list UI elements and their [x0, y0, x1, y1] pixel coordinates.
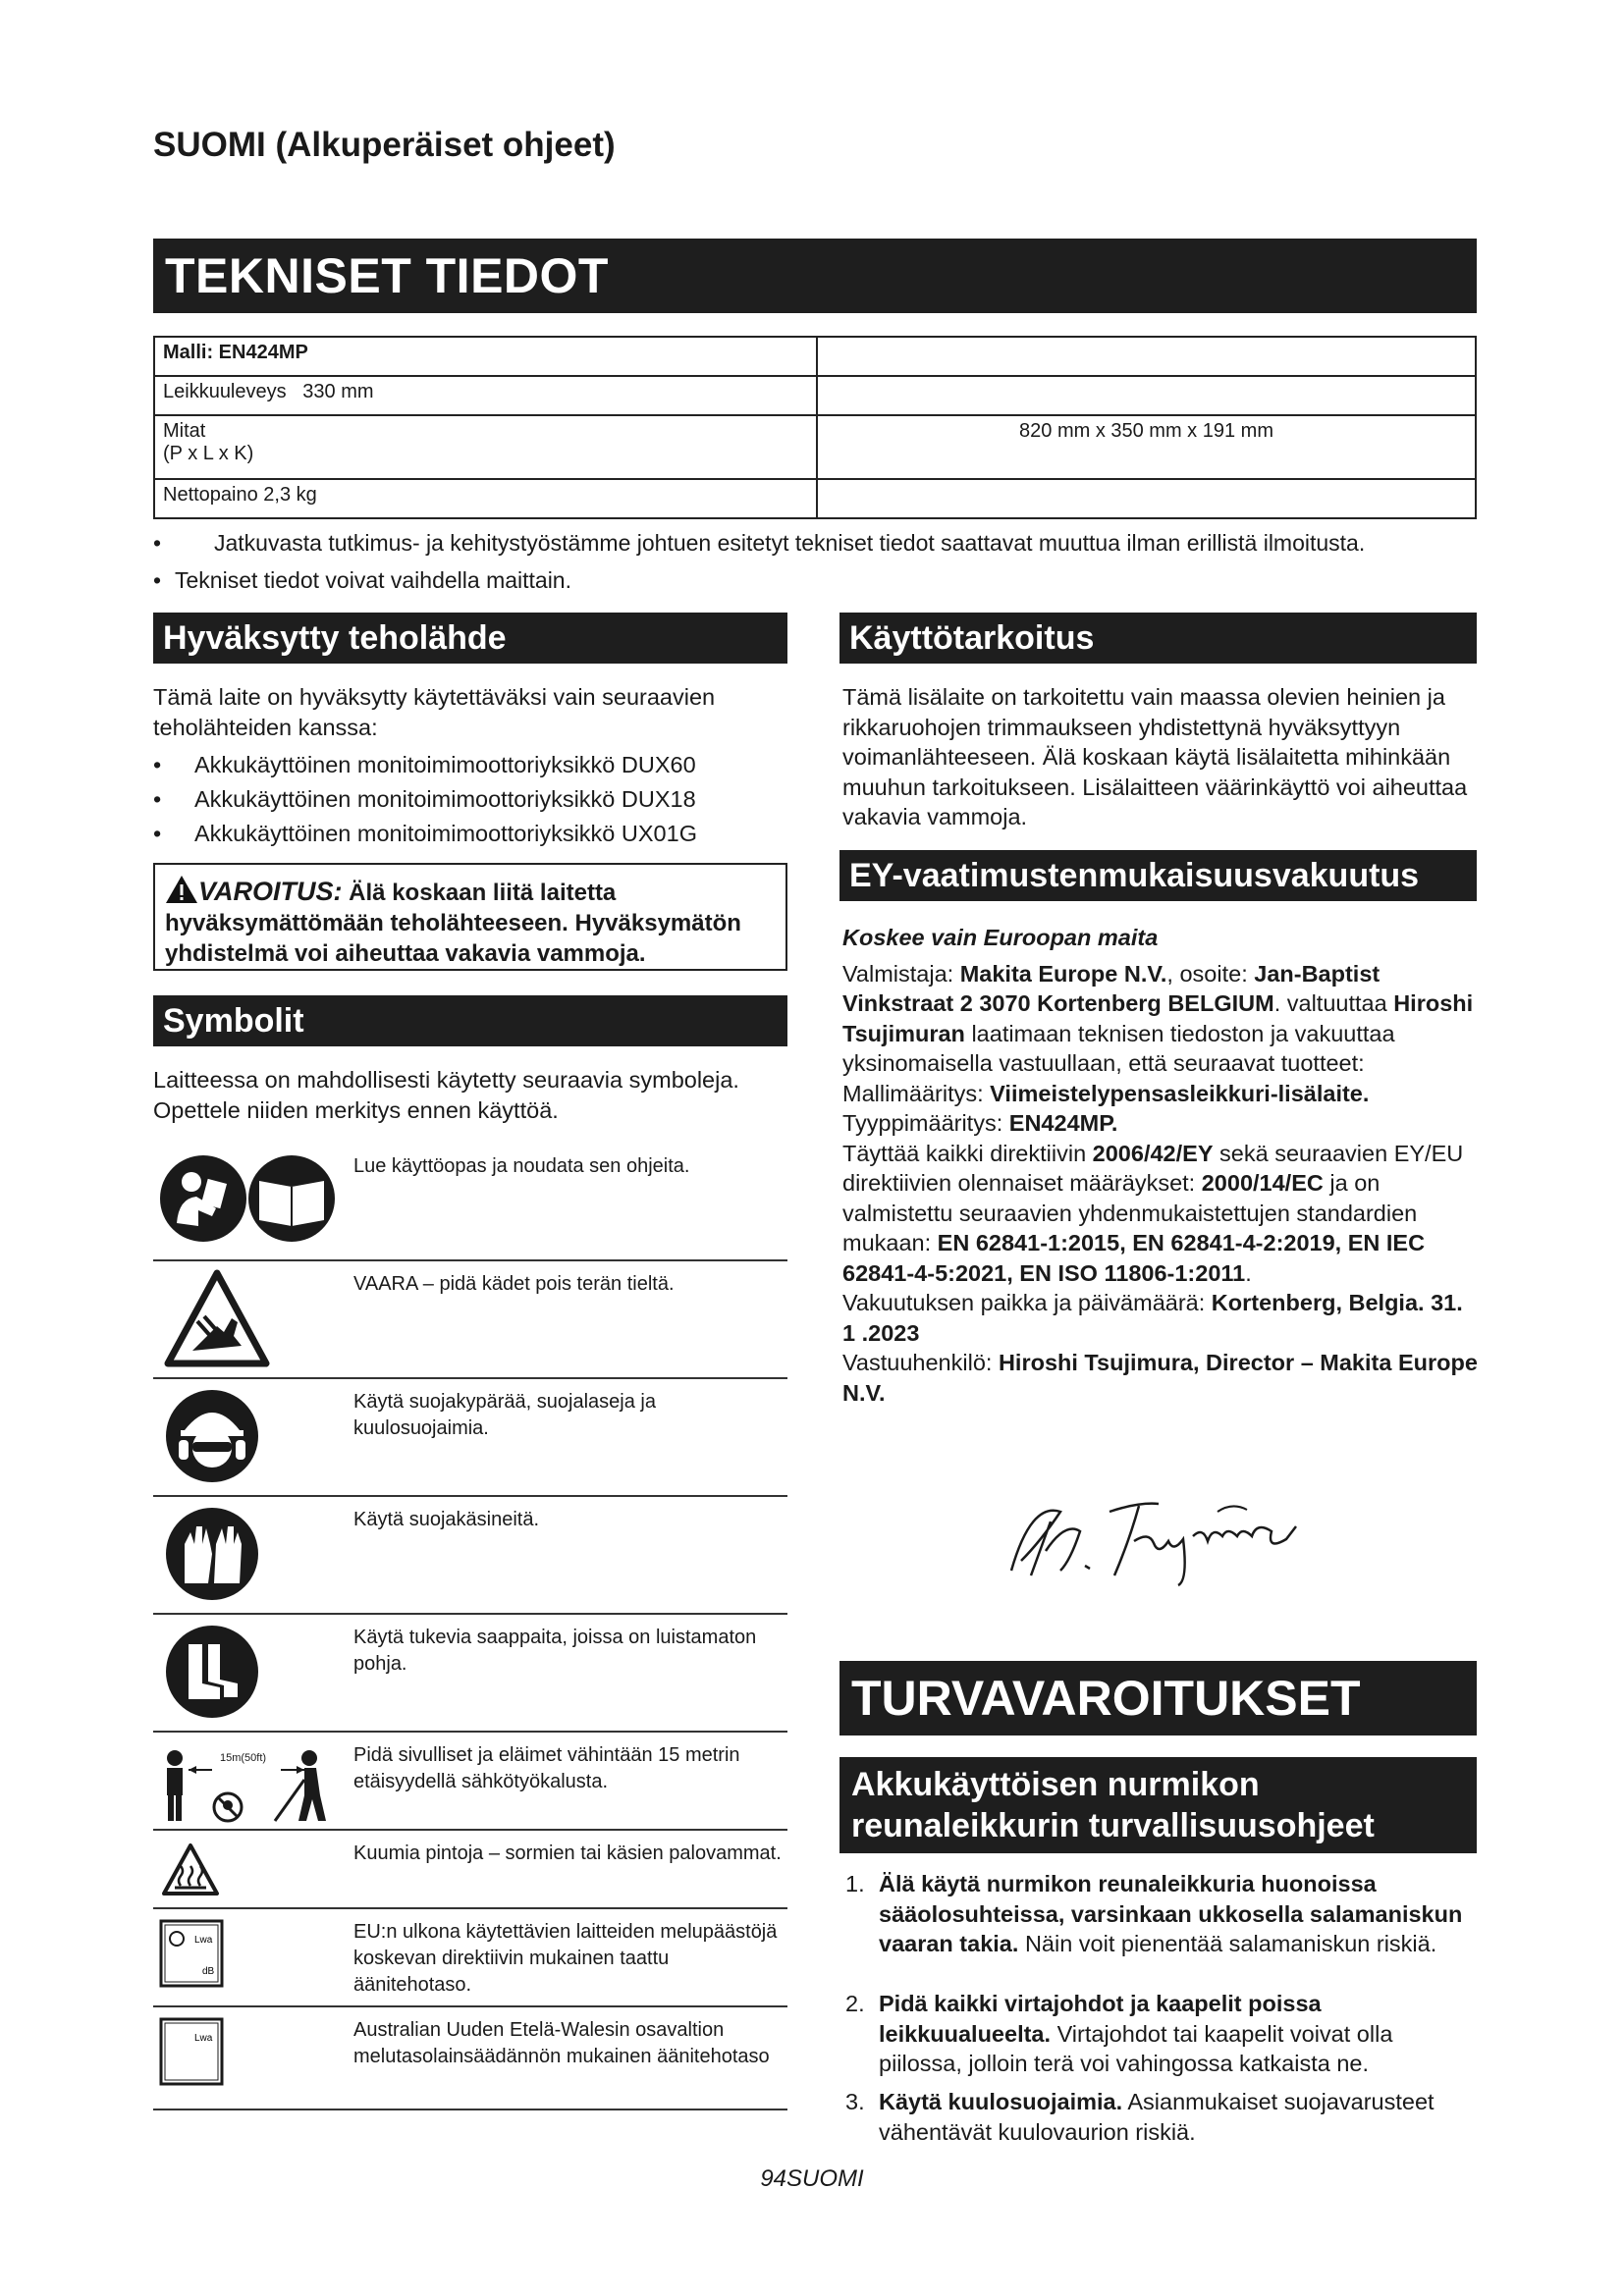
cutting-width-cell: Leikkuuleveys 330 mm [154, 376, 817, 415]
symbol-row [153, 2007, 787, 2110]
power-source-heading: Hyväksytty teholähde [153, 613, 787, 664]
table-row [154, 337, 1476, 376]
list-item: 3. Käytä kuulosuojaimia. Asianmukaiset suojavarusteet vähentävät kuulovaurion riskiä. [845, 2089, 1435, 2145]
model-cell: Malli: EN424MP [154, 337, 817, 376]
symbol-text: EU:n ulkona käytettävien laitteiden melupäästöjä koskevan direktiivin mukainen taattu äänitehotaso. [353, 1921, 778, 1996]
au-noise-icon [159, 2017, 228, 2090]
read-manual-icon [159, 1149, 336, 1248]
signature-image [992, 1482, 1326, 1590]
dimensions-value-cell: 820 mm x 350 mm x 191 mm [817, 415, 1476, 479]
symbol-text: Pidä sivulliset ja eläimet vähintään 15 metrin etäisyydellä sähkötyökalusta. [353, 1744, 740, 1792]
page-number: 94SUOMI [760, 2165, 864, 2192]
symbol-text: Australian Uuden Etelä-Walesin osavaltion melutasolainsäädännön mukainen äänitehotaso [353, 2019, 770, 2067]
cutting-width-value-cell [817, 376, 1476, 415]
table-row [154, 415, 1476, 479]
power-source-intro: Tämä laite on hyväksytty käytettäväksi vain seuraavien teholähteiden kanssa: [153, 684, 716, 740]
net-weight-value-cell [817, 479, 1476, 518]
symbol-text: VAARA – pidä kädet pois terän tieltä. [353, 1273, 675, 1295]
net-weight-cell: Nettopaino 2,3 kg [154, 479, 817, 518]
dimensions-cell: Mitat (P x L x K) [154, 415, 817, 479]
symbol-row [153, 1497, 787, 1615]
ec-declaration-body [842, 923, 1481, 1408]
symbol-row [153, 1733, 787, 1831]
svg-text:dB: dB [202, 1966, 215, 1977]
hot-surface-icon [161, 1842, 220, 1897]
svg-text:Lwa: Lwa [194, 1935, 213, 1946]
gloves-icon [163, 1505, 261, 1603]
table-row [154, 376, 1476, 415]
page-language-title: SUOMI (Alkuperäiset ohjeet) [153, 126, 616, 164]
symbol-text: Käytä suojakäsineitä. [353, 1509, 540, 1530]
symbol-row [153, 1261, 787, 1379]
ec-type: Tyyppimääritys: EN424MP. [842, 1110, 1118, 1136]
warning-text: Älä koskaan liitä laitetta hyväksymättömään teholähteeseen. Hyväksymätön yhdistelmä voi aiheuttaa vakavia vammoja. [165, 880, 741, 967]
hand-blade-danger-icon [163, 1267, 271, 1375]
distance-label: 15m(50ft) [220, 1752, 267, 1764]
symbol-text: Lue käyttöopas ja noudata sen ohjeita. [353, 1155, 690, 1177]
safety-subheading: Akkukäyttöisen nurmikon reunaleikkurin turvallisuusohjeet [839, 1757, 1477, 1853]
symbol-text: Kuumia pintoja – sormien tai käsien palovammat. [353, 1842, 782, 1864]
symbol-row [153, 1615, 787, 1733]
ec-responsible-person: Vastuuhenkilö: Hiroshi Tsujimura, Director – Makita Europe N.V. [842, 1350, 1478, 1406]
ec-declaration-heading: EY-vaatimustenmukaisuusvakuutus [839, 850, 1477, 901]
table-row [154, 479, 1476, 518]
helmet-goggles-earmuffs-icon [163, 1387, 261, 1485]
symbol-row [153, 1831, 787, 1909]
ec-designation: Mallimääritys: Viimeistelypensasleikkuri-lisälaite. [842, 1080, 1370, 1106]
symbols-heading: Symbolit [153, 995, 787, 1046]
power-warning-box [153, 863, 787, 971]
symbol-row [153, 1144, 787, 1261]
list-item: 2. Pidä kaikki virtajohdot ja kaapelit poissa leikkuualueelta. Virtajohdot tai kaapelit voivat olla piilossa, jolloin terä voi vahingossa katkaista ne. [845, 1991, 1393, 2076]
model-value-cell [817, 337, 1476, 376]
symbol-text: Käytä suojakypärää, suojalaseja ja kuulosuojaimia. [353, 1391, 656, 1439]
list-item: 1. Älä käytä nurmikon reunaleikkuria huonoissa sääolosuhteissa, varsinkaan ukkosella salamaniskun vaaran takia. Näin voit pienentää salamaniskun riskiä. [845, 1871, 1463, 1956]
symbol-row [153, 1909, 787, 2007]
eu-noise-icon [159, 1919, 228, 1992]
symbol-text: Käytä tukevia saappaita, joissa on luistamaton pohja. [353, 1627, 757, 1675]
ec-place-date: Vakuutuksen paikka ja päivämäärä: Kortenberg, Belgia. 31. 1 .2023 [842, 1290, 1463, 1346]
warning-triangle-icon [165, 875, 198, 904]
symbols-intro: Laitteessa on mahdollisesti käytetty seuraavia symboleja. Opettele niiden merkitys ennen käyttöä. [153, 1067, 739, 1123]
intended-use-heading: Käyttötarkoitus [839, 613, 1477, 664]
ec-scope: Koskee vain Euroopan maita [842, 925, 1159, 950]
safety-heading: TURVAVAROITUKSET [839, 1661, 1477, 1735]
intended-use-text: Tämä lisälaite on tarkoitettu vain maassa olevien heinien ja rikkaruohojen trimmaukseen yhdistettynä hyväksyttyyn voimanlähteeseen. Älä koskaan käytä lisälaitetta mihinkään muuhun tarkoitukseen. Lisälaitteen väärinkäyttö voi aiheuttaa vakavia vammoja. [842, 684, 1468, 829]
specs-table [153, 336, 1477, 519]
symbol-row [153, 1379, 787, 1497]
specs-heading: TEKNISET TIEDOT [153, 239, 1477, 313]
ec-manufacturer: Valmistaja: Makita Europe N.V., osoite: Jan-Baptist Vinkstraat 2 3070 Kortenberg BELGIUM. valtuuttaa Hiroshi Tsujimuran laatimaan teknisen tiedoston ja vakuuttaa yksinomaisella vastuullaan, että seuraavat tuotteet: [842, 960, 1474, 1076]
svg-text:Lwa: Lwa [194, 2033, 213, 2044]
boots-icon [163, 1623, 261, 1721]
ec-directives: Täyttää kaikki direktiivin 2006/42/EY sekä seuraavien EY/EU direktiivien olennaiset määräykset: 2000/14/EC ja on valmistettu seuraavien yhdenmukaistettujen standardien mukaan: EN 62841-1:2015, EN 62841-4-2:2019, EN IEC 62841-4-5:2021, EN ISO 11806-1:2011. [842, 1140, 1464, 1286]
warning-label: VAROITUS: [198, 877, 343, 906]
